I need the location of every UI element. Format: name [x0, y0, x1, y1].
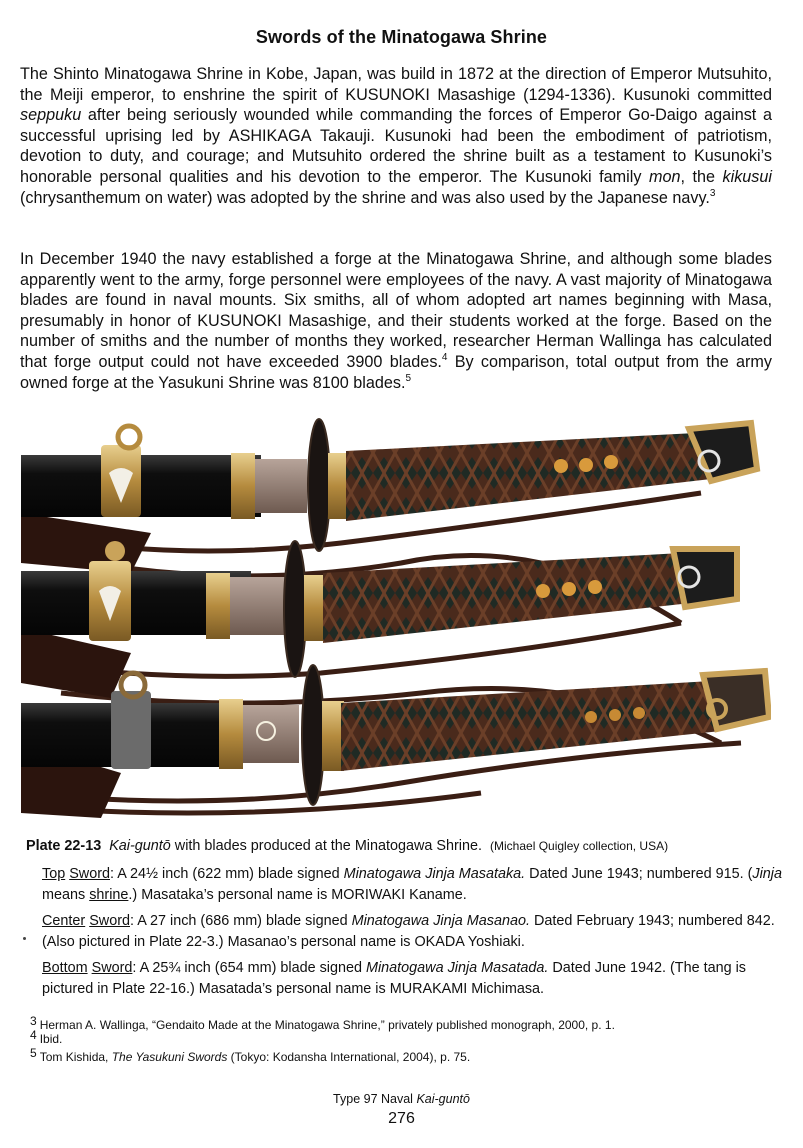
footnote-text: Ibid.	[39, 1032, 63, 1046]
note-bottom-sword	[42, 958, 782, 1000]
running-title-text: Type 97 Naval	[333, 1092, 417, 1106]
swords-illustration	[21, 413, 771, 833]
hanger-ring	[118, 426, 140, 448]
suspension-mount	[111, 691, 151, 769]
plate-caption	[26, 837, 786, 856]
text-run: , the	[680, 167, 723, 186]
footnote-number: 4	[30, 1028, 37, 1042]
footnote-ref[interactable]: 4	[441, 351, 448, 363]
koiguchi	[231, 453, 255, 519]
habaki	[230, 577, 285, 635]
italic-term: Kai-guntō	[416, 1092, 470, 1106]
text-run: after being seriously wounded while commanding the forces of Emperor Go-Daigo against a successful uprising led by ASHIKAGA Takauji. Kusunoki had been the embodiment of patriotism, devotion to duty, and courage; and Mutsuhito ordered the shrine built as a testament to Kusunoki’s honorable personal qualities and his devotion to the emperor. The Kusunoki family	[20, 106, 772, 186]
page-number: 276	[388, 1110, 415, 1127]
fuchi	[304, 575, 326, 641]
text-run: Dated June 1943; numbered 915. (	[525, 866, 753, 882]
tsuba	[284, 541, 306, 677]
footnote-5	[30, 1046, 770, 1064]
text-run: Dated February 1943; numbered 842. (Also pictured in Plate 22-3.) Masanao’s personal name is OKADA Yoshiaki.	[42, 913, 775, 950]
footnote-text: Herman A. Wallinga, “Gendaito Made at the Minatogawa Shrine,” privately published monograph, 2000, p. 1.	[39, 1018, 615, 1032]
tsuba	[308, 419, 330, 551]
text-run: means	[42, 887, 90, 903]
italic-term: Jinja	[752, 866, 782, 882]
italic-term: kikusui	[722, 167, 772, 186]
text-run: : A 24½ inch (622 mm) blade signed	[110, 866, 344, 882]
note-label: Sword	[89, 913, 130, 929]
plate-label: Plate 22-13	[26, 838, 102, 854]
note-label: Top	[42, 866, 66, 882]
italic-term: Minatogawa Jinja Masataka.	[343, 866, 526, 882]
note-label: Sword	[91, 960, 133, 976]
fuchi	[322, 701, 344, 771]
italic-term: seppuku	[20, 106, 82, 125]
note-label: Sword	[69, 866, 110, 882]
footnote-ref[interactable]: 3	[709, 187, 716, 199]
italic-term: Minatogawa Jinja Masatada.	[365, 960, 549, 976]
swords-photo	[21, 413, 771, 833]
text-run: The Shinto Minatogawa Shrine in Kobe, Japan, was build in 1872 at the direction of Emperor Mutsuhito, the Meiji emperor, to enshrine the spirit of KUSUNOKI Masashige (1294-1336). Kusunoki committed	[20, 65, 772, 104]
paragraph-1	[20, 64, 772, 208]
tsuba	[302, 665, 324, 805]
footnote-ref[interactable]: 5	[405, 372, 412, 384]
text-run: Dated June 1942. (The tang is pictured in Plate 22-16.) Masatada’s personal name is MURAKAMI Michimasa.	[42, 960, 746, 997]
text-run: : A 25¾ inch (654 mm) blade signed	[132, 960, 366, 976]
tassel-bundles	[21, 513, 151, 818]
footnote-4	[30, 1028, 770, 1046]
kashira	[673, 549, 737, 607]
caption-text: with blades produced at the Minatogawa Shrine.	[170, 838, 483, 854]
text-run: In December 1940 the navy established a forge at the Minatogawa Shrine, and although some blades apparently went to the army, forge personnel were employees of the navy. A vast majority of Minatogawa blades are found in naval mounts. Six smiths, all of whom adopted art names beginning with Masa, presumably in honor of KUSUNOKI Masashige, and their students worked at the forge. Based on the number of smiths and the number of months they worked, researcher Herman Wallinga has calculated that forge output could not have exceeded 3900 blades.	[20, 250, 772, 371]
photo-credit: (Michael Quigley collection, USA)	[490, 839, 669, 853]
note-center-sword	[42, 911, 782, 953]
text-run: (chrysanthemum on water) was adopted by the shrine and was also used by the Japanese navy.	[20, 188, 710, 207]
text-run: By comparison, total output from the army owned forge at the Yasukuni Shrine was 8100 blades.	[20, 352, 772, 392]
koiguchi	[219, 699, 243, 769]
stray-mark	[23, 937, 26, 940]
text-run: .) Masataka’s personal name is MORIWAKI Kaname.	[128, 887, 467, 903]
italic-term: The Yasukuni Swords	[111, 1050, 228, 1064]
italic-term: mon	[648, 167, 681, 186]
page-title: Swords of the Minatogawa Shrine	[255, 27, 548, 47]
note-top-sword	[42, 864, 782, 906]
text-run: : A 27 inch (686 mm) blade signed	[130, 913, 352, 929]
handle-wrap	[346, 433, 711, 521]
footnote-text: (Tokyo: Kodansha International, 2004), p. 75.	[227, 1050, 471, 1064]
habaki	[243, 705, 299, 763]
paragraph-2	[20, 249, 772, 393]
italic-term: Minatogawa Jinja Masanao.	[351, 913, 530, 929]
hanger-ring	[105, 541, 125, 561]
note-label: Bottom	[42, 960, 88, 976]
running-title	[0, 1092, 803, 1106]
koiguchi	[206, 573, 230, 639]
habaki	[255, 459, 307, 513]
footnote-number: 3	[30, 1014, 37, 1028]
underlined-term: shrine	[89, 887, 129, 903]
italic-term: Kai-guntō	[109, 838, 171, 854]
note-label: Center	[42, 913, 86, 929]
footnote-number: 5	[30, 1046, 37, 1060]
footnote-3	[30, 1014, 770, 1032]
footnote-text: Tom Kishida,	[39, 1050, 112, 1064]
